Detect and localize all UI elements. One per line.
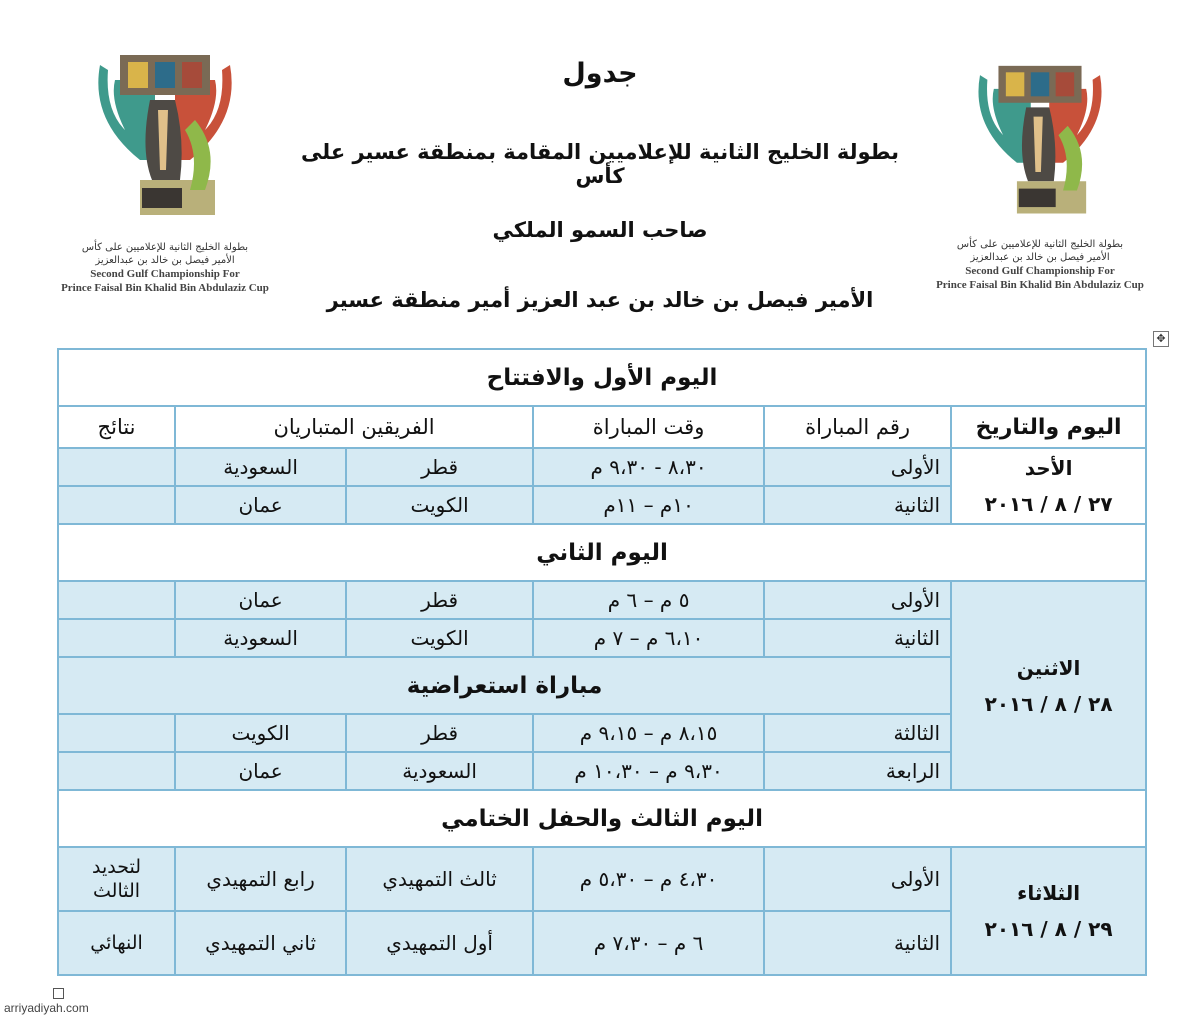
team-1: السعودية: [346, 752, 533, 790]
trophy-logo-icon: [80, 40, 250, 235]
exhibition-banner: مباراة استعراضية: [58, 657, 951, 714]
team-1: قطر: [346, 714, 533, 752]
header-match-no: رقم المباراة: [764, 406, 951, 448]
match-number: الأولى: [764, 847, 951, 911]
match-number: الرابعة: [764, 752, 951, 790]
header-match-time: وقت المباراة: [533, 406, 764, 448]
match-number: الثانية: [764, 486, 951, 524]
day3-cell: [951, 847, 1146, 975]
logo-english-line-1: Second Gulf Championship For: [965, 265, 1115, 277]
match-result: النهائي: [58, 911, 175, 975]
logo-english-line-1: Second Gulf Championship For: [90, 268, 240, 280]
team-1: قطر: [346, 448, 533, 486]
logo-arabic-line-1: بطولة الخليج الثانية للإعلاميين على كأس: [81, 242, 249, 253]
match-number: الثانية: [764, 911, 951, 975]
watermark: arriyadiyah.com: [4, 1001, 89, 1015]
team-1: الكويت: [346, 619, 533, 657]
table-move-handle-icon[interactable]: ✥: [1153, 331, 1169, 347]
document-title: جدول: [562, 58, 638, 89]
logo-arabic-line-1: بطولة الخليج الثانية للإعلاميين على كأس: [956, 239, 1124, 250]
day3-banner-row: [58, 790, 1146, 847]
team-2: الكويت: [175, 714, 346, 752]
team-2: ثاني التمهيدي: [175, 911, 346, 975]
match-result: [58, 619, 175, 657]
trophy-logo-icon: [955, 52, 1125, 232]
heading-line-3: الأمير فيصل بن خالد بن عبد العزيز أمير منطقة عسير: [326, 288, 874, 312]
heading-line-2: صاحب السمو الملكي: [492, 218, 708, 242]
match-number: الثانية: [764, 619, 951, 657]
header-results: نتائج: [58, 406, 175, 448]
match-result: [58, 714, 175, 752]
day1-banner: اليوم الأول والافتتاح: [58, 349, 1146, 406]
table-resize-handle[interactable]: [53, 988, 64, 999]
team-2: رابع التمهيدي: [175, 847, 346, 911]
logo-english-line-2: Prince Faisal Bin Khalid Bin Abdulaziz Cup: [61, 282, 269, 294]
header-row: [58, 406, 1146, 448]
match-result: [58, 581, 175, 619]
team-2: عمان: [175, 581, 346, 619]
header-teams: الفريقين المتباريان: [175, 406, 533, 448]
table-row: [58, 581, 1146, 619]
team-2: عمان: [175, 486, 346, 524]
team-1: ثالث التمهيدي: [346, 847, 533, 911]
match-result: [58, 486, 175, 524]
table-row: [58, 448, 1146, 486]
match-time: ٩،٣٠ م – ١٠،٣٠ م: [533, 752, 764, 790]
table-row: [58, 847, 1146, 911]
schedule-table: [57, 348, 1147, 976]
match-result: [58, 752, 175, 790]
match-time: ٤،٣٠ م – ٥،٣٠ م: [533, 847, 764, 911]
match-time: ٨،٣٠ - ٩،٣٠ م: [533, 448, 764, 486]
match-time: ١٠م – ١١م: [533, 486, 764, 524]
team-2: السعودية: [175, 448, 346, 486]
team-1: قطر: [346, 581, 533, 619]
match-result: لتحديد الثالث: [58, 847, 175, 911]
day3-banner: اليوم الثالث والحفل الختامي: [58, 790, 1146, 847]
match-number: الأولى: [764, 581, 951, 619]
match-time: ٨،١٥ م – ٩،١٥ م: [533, 714, 764, 752]
heading-line-1: بطولة الخليج الثانية للإعلاميين المقامة بمنطقة عسير على كأس: [301, 140, 899, 188]
day2-banner: اليوم الثاني: [58, 524, 1146, 581]
day-name: الأحد: [1024, 456, 1073, 480]
logo-arabic-line-2: الأمير فيصل بن خالد بن عبدالعزيز: [970, 252, 1110, 263]
match-time: ٥ م – ٦ م: [533, 581, 764, 619]
day-name: الثلاثاء: [1017, 881, 1081, 905]
championship-logo-left: [40, 40, 290, 295]
team-2: عمان: [175, 752, 346, 790]
day2-cell: [951, 581, 1146, 790]
team-1: أول التمهيدي: [346, 911, 533, 975]
day2-banner-row: [58, 524, 1146, 581]
match-number: الثالثة: [764, 714, 951, 752]
day1-cell: [951, 448, 1146, 524]
match-time: ٦،١٠ م – ٧ م: [533, 619, 764, 657]
day-date: ٢٨ / ٨ / ٢٠١٦: [984, 691, 1113, 716]
header-day-date: اليوم والتاريخ: [951, 406, 1146, 448]
team-2: السعودية: [175, 619, 346, 657]
logo-english-line-2: Prince Faisal Bin Khalid Bin Abdulaziz Cup: [936, 279, 1144, 291]
day-date: ٢٩ / ٨ / ٢٠١٦: [984, 917, 1113, 941]
match-number: الأولى: [764, 448, 951, 486]
championship-logo-right: [915, 52, 1165, 292]
day-date: ٢٧ / ٨ / ٢٠١٦: [984, 492, 1113, 516]
match-result: [58, 448, 175, 486]
day-name: الاثنين: [1016, 655, 1081, 680]
day1-banner-row: [58, 349, 1146, 406]
logo-arabic-line-2: الأمير فيصل بن خالد بن عبدالعزيز: [95, 255, 235, 266]
match-time: ٦ م – ٧،٣٠ م: [533, 911, 764, 975]
team-1: الكويت: [346, 486, 533, 524]
